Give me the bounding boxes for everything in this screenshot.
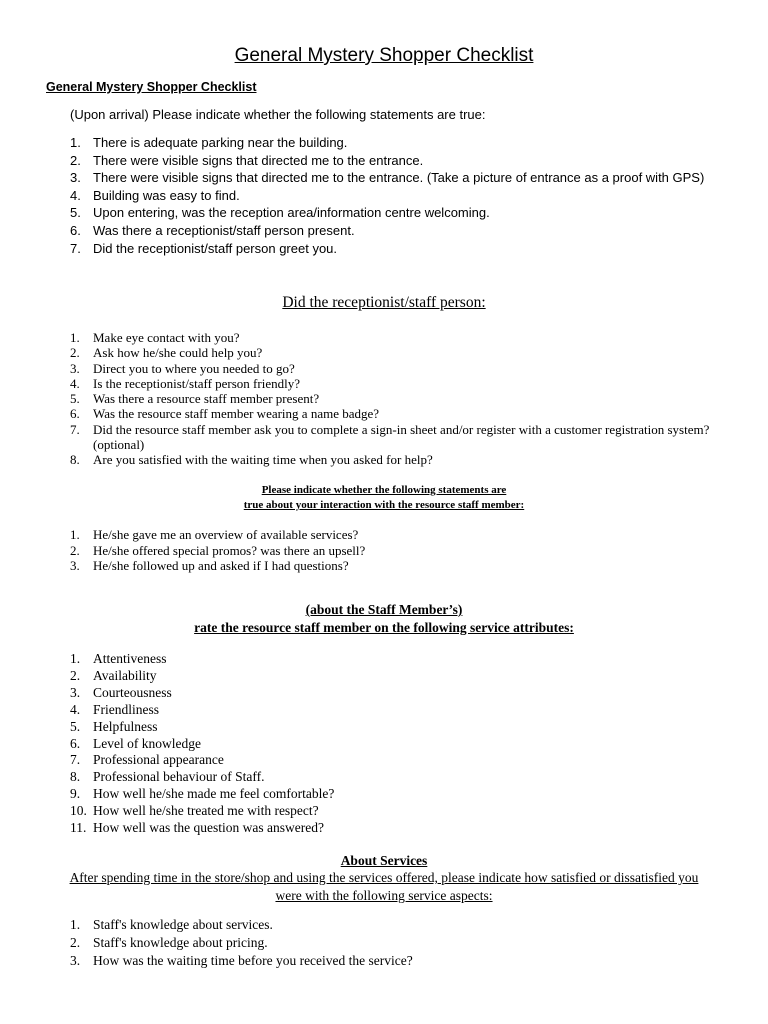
list-item <box>70 786 334 803</box>
item-text: Was there a resource staff member present? <box>93 391 320 407</box>
item-text: Helpfulness <box>93 718 158 734</box>
item-text: Was the resource staff member wearing a name badge? <box>93 406 380 422</box>
list-item <box>70 152 704 170</box>
list-item <box>70 222 704 240</box>
item-number: 5. <box>70 718 81 734</box>
item-number: 2. <box>70 152 81 168</box>
services-section-heading: About Services <box>340 853 428 868</box>
item-number: 5. <box>70 391 80 407</box>
item-text: Did the resource staff member ask you to complete a sign-in sheet and/or register with a customer registration system? (optional) <box>93 421 710 453</box>
list-item <box>70 803 334 820</box>
item-number: 1. <box>70 135 81 150</box>
list-item <box>70 406 730 421</box>
interaction-checklist <box>70 527 365 574</box>
item-text: Friendliness <box>93 701 159 717</box>
list-item <box>70 240 704 258</box>
item-number: 6. <box>70 406 80 422</box>
item-text: Was there a receptionist/staff person present. <box>93 222 355 238</box>
item-text: There were visible signs that directed me to the entrance. (Take a picture of entrance as a proof with GPS) <box>93 170 705 186</box>
list-item <box>70 736 334 753</box>
item-number: 2. <box>70 542 80 558</box>
item-text: How was the waiting time before you received the service? <box>93 953 413 969</box>
item-number: 3. <box>70 360 80 376</box>
arrival-intro: (Upon arrival) Please indicate whether the following statements are true: <box>70 107 486 122</box>
item-text: Is the receptionist/staff person friendly? <box>93 375 300 391</box>
attributes-checklist <box>70 651 334 837</box>
item-number: 7. <box>70 240 81 256</box>
list-item <box>70 668 334 685</box>
list-item <box>70 187 704 205</box>
item-text: Staff's knowledge about services. <box>93 917 273 932</box>
item-text: Are you satisfied with the waiting time when you asked for help? <box>93 452 433 468</box>
item-number: 3. <box>70 953 81 969</box>
list-item <box>70 558 365 574</box>
staff-checklist <box>70 330 730 468</box>
item-text: How well he/she made me feel comfortable? <box>93 786 335 802</box>
item-number: 4. <box>70 187 81 203</box>
item-number: 6. <box>70 222 81 238</box>
list-item <box>70 752 334 769</box>
list-item <box>70 702 334 719</box>
item-text: Courteousness <box>93 684 172 700</box>
item-text: Ask how he/she could help you? <box>93 345 263 361</box>
item-number: 3. <box>70 170 81 186</box>
item-number: 11. <box>70 820 87 836</box>
list-item <box>70 934 413 952</box>
services-checklist <box>70 916 413 971</box>
item-text: Availability <box>93 667 157 683</box>
list-item <box>70 391 730 406</box>
heading-line: Please indicate whether the following statements are <box>261 484 507 496</box>
item-text: Make eye contact with you? <box>93 330 240 345</box>
item-number: 4. <box>70 701 81 717</box>
item-text: Professional appearance <box>93 752 224 768</box>
item-number: 1. <box>70 651 81 666</box>
item-number: 8. <box>70 452 80 468</box>
list-item <box>70 376 730 391</box>
item-text: Level of knowledge <box>93 735 201 751</box>
item-text: Did the receptionist/staff person greet you. <box>93 240 338 256</box>
list-item <box>70 719 334 736</box>
item-number: 7. <box>70 752 81 768</box>
item-number: 7. <box>70 421 80 437</box>
item-text: There were visible signs that directed me to the entrance. <box>93 152 424 168</box>
list-item <box>70 820 334 837</box>
item-text: Building was easy to find. <box>93 187 240 203</box>
item-number: 8. <box>70 769 81 785</box>
interaction-section-heading <box>0 483 768 512</box>
list-item <box>70 204 704 222</box>
item-number: 1. <box>70 330 80 345</box>
item-number: 2. <box>70 667 81 683</box>
item-number: 4. <box>70 375 80 391</box>
list-item <box>70 345 730 360</box>
item-text: He/she offered special promos? was there an upsell? <box>93 542 366 558</box>
list-item <box>70 330 730 345</box>
heading-line: true about your interaction with the resource staff member: <box>243 498 525 511</box>
item-number: 9. <box>70 786 81 802</box>
item-text: He/she followed up and asked if I had questions? <box>93 558 349 573</box>
list-item <box>70 134 704 152</box>
list-item <box>70 361 730 376</box>
arrival-checklist <box>70 134 704 257</box>
list-item <box>70 169 704 187</box>
item-number: 10. <box>70 803 87 819</box>
list-item <box>70 916 413 934</box>
staff-section-heading: Did the receptionist/staff person: <box>282 294 486 311</box>
item-number: 2. <box>70 935 81 951</box>
list-item <box>70 422 730 453</box>
item-text: Upon entering, was the reception area/information centre welcoming. <box>93 205 490 221</box>
item-number: 3. <box>70 558 80 573</box>
item-text: Direct you to where you needed to go? <box>93 360 295 376</box>
item-number: 3. <box>70 684 81 700</box>
services-intro: After spending time in the store/shop and using the services offered, please indicate how satisfied or dissatisfied you were with the following service aspects: <box>69 870 699 903</box>
document-title: General Mystery Shopper Checklist <box>234 45 534 66</box>
item-text: He/she gave me an overview of available services? <box>93 527 359 542</box>
item-text: There is adequate parking near the building. <box>93 135 348 150</box>
list-item <box>70 685 334 702</box>
item-text: Staff's knowledge about pricing. <box>93 935 268 951</box>
list-item <box>70 452 730 467</box>
item-text: How well he/she treated me with respect? <box>93 803 319 819</box>
list-item <box>70 952 413 970</box>
attributes-section-heading <box>0 601 768 636</box>
list-item <box>70 543 365 559</box>
list-item <box>70 769 334 786</box>
item-number: 1. <box>70 917 81 932</box>
heading-line: rate the resource staff member on the following service attributes: <box>194 619 574 635</box>
item-text: Professional behaviour of Staff. <box>93 769 265 785</box>
item-text: Attentiveness <box>93 651 167 666</box>
item-number: 1. <box>70 527 80 542</box>
item-number: 5. <box>70 205 81 221</box>
section-subtitle: General Mystery Shopper Checklist <box>46 80 257 94</box>
item-text: How well was the question was answered? <box>93 820 324 836</box>
list-item <box>70 527 365 543</box>
item-number: 2. <box>70 345 80 361</box>
item-number: 6. <box>70 735 81 751</box>
heading-line: (about the Staff Member’s) <box>305 602 463 617</box>
list-item <box>70 651 334 668</box>
